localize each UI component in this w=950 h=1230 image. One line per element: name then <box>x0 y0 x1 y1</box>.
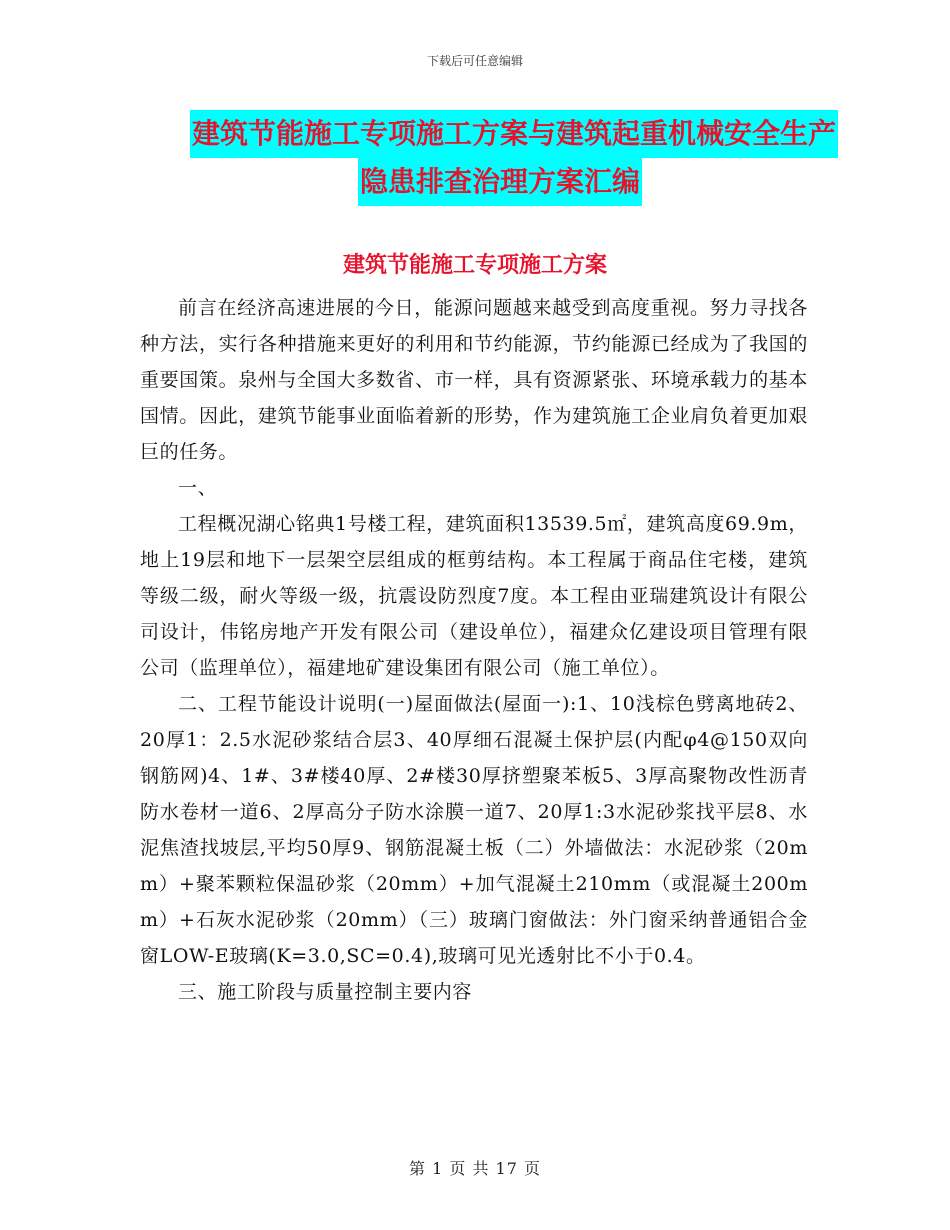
document-title-line-2: 隐患排查治理方案汇编 <box>358 158 642 206</box>
paragraph-project-overview: 工程概况湖心铭典1号楼工程，建筑面积13539.5㎡，建筑高度69.9m，地上19层和地下一层架空层组成的框剪结构。本工程属于商品住宅楼，建筑等级二级，耐火等级一级，抗震设防烈度7度。本工程由亚瑞建筑设计有限公司设计，伟铭房地产开发有限公司（建设单位），福建众亿建设项目管理有限公司（监理单位），福建地矿建设集团有限公司（施工单位）。 <box>140 513 808 679</box>
header-note: 下载后可任意编辑 <box>426 54 523 68</box>
section-title: 建筑节能施工专项施工方案 <box>342 253 607 278</box>
document-title-line-1: 建筑节能施工专项施工方案与建筑起重机械安全生产 <box>190 110 838 158</box>
page-number: 第 1 页 共 17 页 <box>409 1159 541 1178</box>
paragraph-heading-three: 三、施工阶段与质量控制主要内容 <box>178 981 473 1003</box>
paragraph-heading-one: 一、 <box>178 477 218 499</box>
paragraph-energy-design: 二、工程节能设计说明(一)屋面做法(屋面一):1、10浅棕色劈离地砖2、20厚1：2.5水泥砂浆结合层3、40厚细石混凝土保护层(内配φ4@150双向钢筋网)4、1#、3#楼40厚、2#楼30厚挤塑聚苯板5、3厚高聚物改性沥青防水卷材一道6、2厚高分子防水涂膜一道7、20厚1:3水泥砂浆找平层8、水泥焦渣找坡层,平均50厚9、钢筋混凝土板（二）外墙做法：水泥砂浆（20mm）+聚苯颗粒保温砂浆（20mm）+加气混凝土210mm（或混凝土200mm）+石灰水泥砂浆（20mm）（三）玻璃门窗做法：外门窗采纳普通铝合金窗LOW-E玻璃(K=3.0,SC=0.4),玻璃可见光透射比不小于0.4。 <box>140 693 808 967</box>
document-body <box>140 290 808 1010</box>
paragraph-preface: 前言在经济高速进展的今日，能源问题越来越受到高度重视。努力寻找各种方法，实行各种措施来更好的利用和节约能源，节约能源已经成为了我国的重要国策。泉州与全国大多数省、市一样，具有资源紧张、环境承载力的基本国情。因此，建筑节能事业面临着新的形势，作为建筑施工企业肩负着更加艰巨的任务。 <box>140 297 808 463</box>
document-title <box>190 110 837 206</box>
